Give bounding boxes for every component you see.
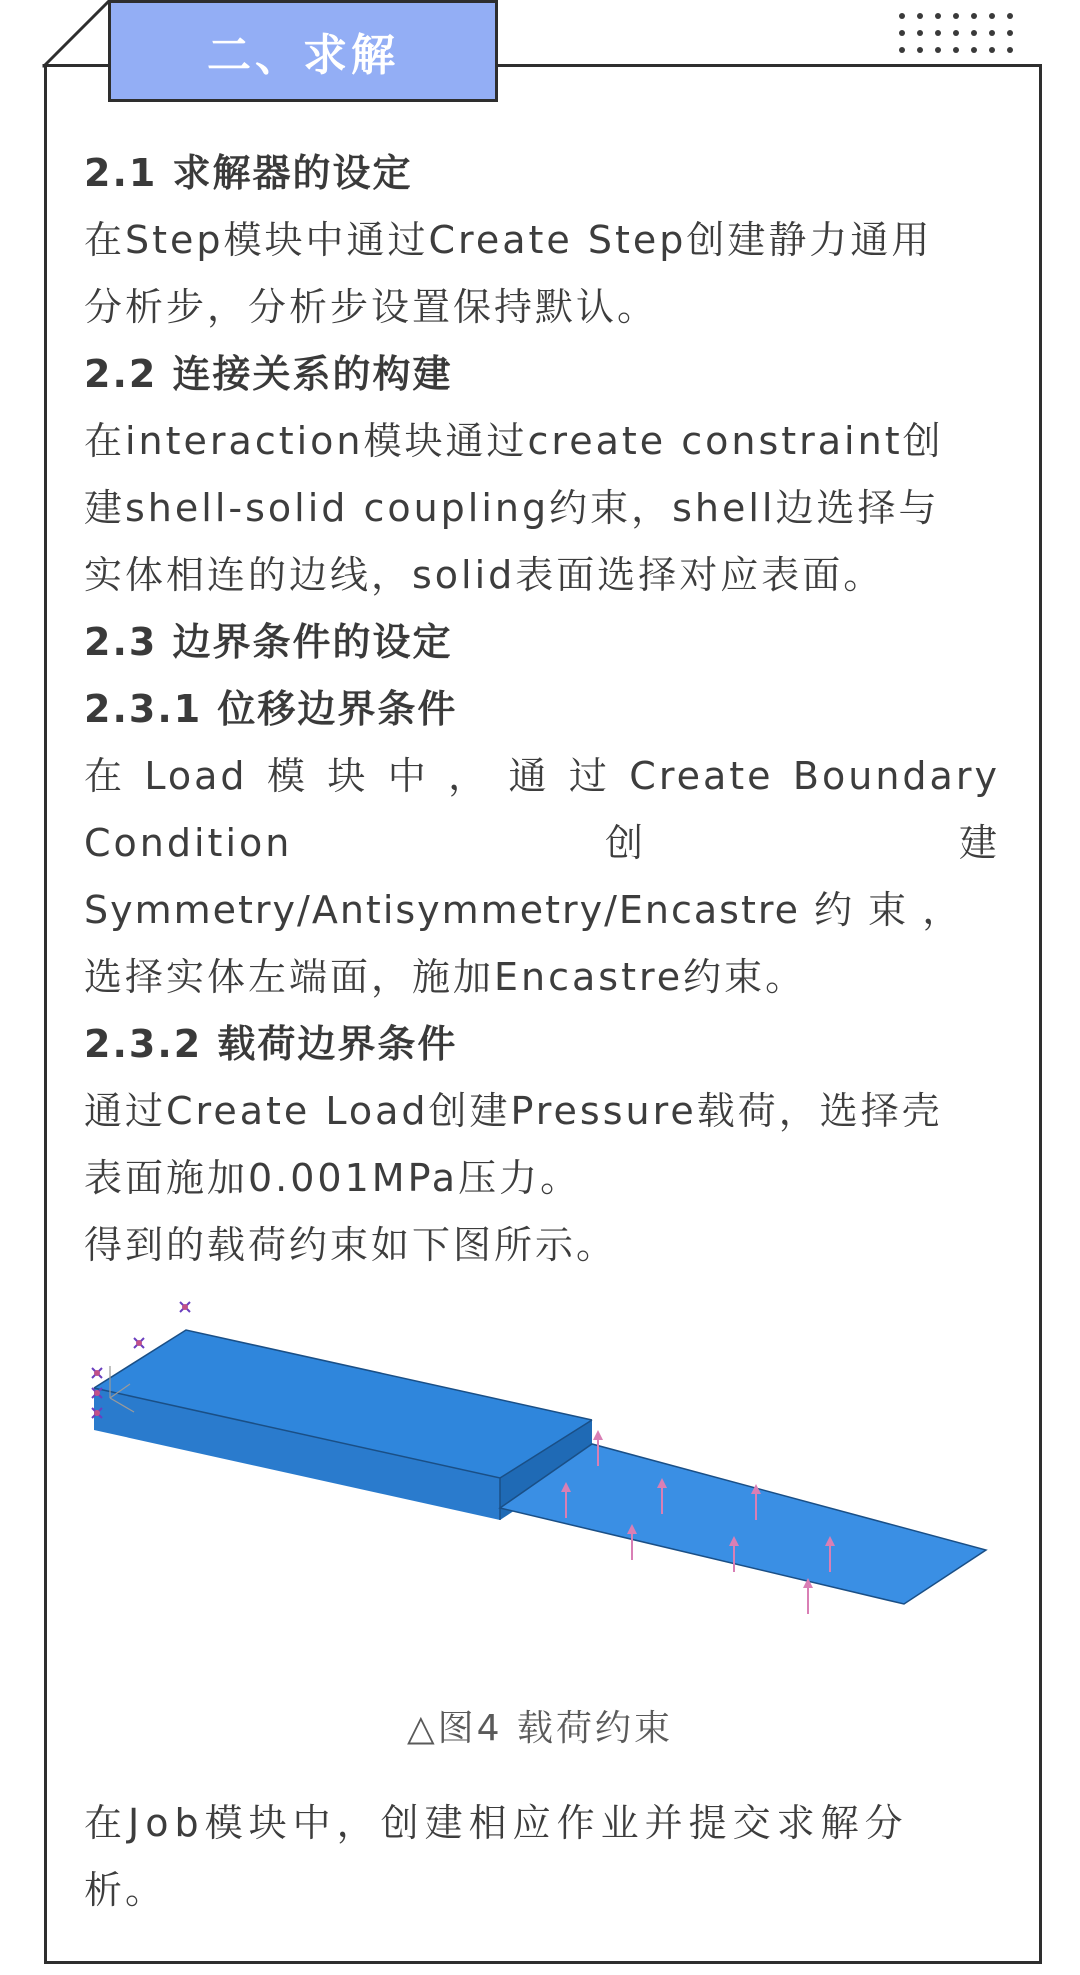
paragraph-line: 建shell-solid coupling约束，shell边选择与 — [84, 486, 940, 530]
heading-2-2: 2.2 连接关系的构建 — [84, 352, 453, 396]
word: Load — [144, 754, 248, 798]
word: 模 — [266, 754, 308, 798]
paragraph-line: 选择实体左端面，施加Encastre约束。 — [84, 955, 807, 999]
heading-2-3: 2.3 边界条件的设定 — [84, 620, 453, 664]
word: 建 — [958, 821, 1000, 865]
paragraph-line: Symmetry/Antisymmetry/Encastre 约 束 ， — [84, 888, 963, 932]
word: Boundary — [792, 754, 1000, 798]
article-body — [84, 140, 1000, 1279]
heading-2-3-1: 2.3.1 位移边界条件 — [84, 687, 458, 731]
word: 创 — [605, 821, 647, 865]
paragraph-line: 在Job模块中，创建相应作业并提交求解分 — [84, 1801, 909, 1845]
word: Create — [629, 754, 774, 798]
paragraph-line: 得到的载荷约束如下图所示。 — [84, 1223, 618, 1267]
paragraph-line-justified — [84, 810, 1000, 877]
paragraph-line: 表面施加0.001MPa压力。 — [84, 1156, 582, 1200]
closing-paragraph — [84, 1790, 1000, 1924]
paragraph-line: 在Step模块中通过Create Step创建静力通用 — [84, 218, 933, 262]
figure-load-constraint — [84, 1288, 1000, 1668]
heading-2-1: 2.1 求解器的设定 — [84, 151, 413, 195]
paragraph-line: 分析步，分析步设置保持默认。 — [84, 285, 659, 329]
word: 在 — [84, 754, 126, 798]
paragraph-line: 析。 — [84, 1868, 167, 1912]
word: 块 — [327, 754, 369, 798]
word: 中 — [387, 754, 429, 798]
paragraph-line: 通过Create Load创建Pressure载荷，选择壳 — [84, 1089, 943, 1133]
word: 通 — [508, 754, 550, 798]
paragraph-line: 在interaction模块通过create constraint创 — [84, 419, 944, 463]
heading-2-3-2: 2.3.2 载荷边界条件 — [84, 1022, 458, 1066]
dots-decoration — [896, 10, 1022, 56]
word: ， — [448, 754, 490, 798]
word: 过 — [568, 754, 610, 798]
paragraph-line: 实体相连的边线，solid表面选择对应表面。 — [84, 553, 885, 597]
paragraph-line-justified — [84, 743, 1000, 810]
section-title-text: 二、求解 — [207, 30, 399, 81]
section-title — [108, 0, 498, 102]
figure-caption: △图4 载荷约束 — [406, 1708, 674, 1749]
word: Condition — [84, 821, 293, 865]
